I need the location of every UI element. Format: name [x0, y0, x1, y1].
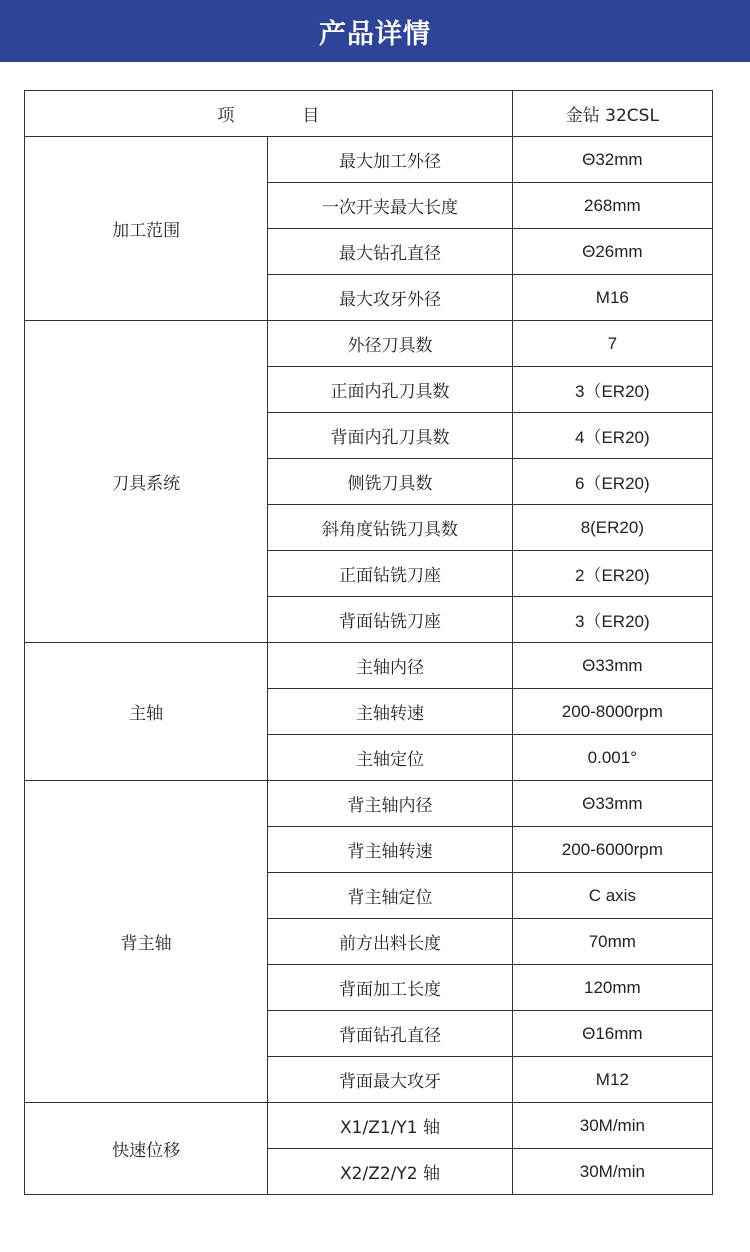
spec-label-cell: 最大攻牙外径 — [268, 275, 512, 321]
spec-value-cell: 30M/min — [512, 1149, 712, 1195]
spec-label-cell: 一次开夹最大长度 — [268, 183, 512, 229]
table-row — [25, 1103, 713, 1149]
spec-value-cell: Θ26mm — [512, 229, 712, 275]
spec-value-cell: 6（ER20) — [512, 459, 712, 505]
spec-label-cell: 正面钻铣刀座 — [268, 551, 512, 597]
spec-label-cell: X1/Z1/Y1 轴 — [268, 1103, 512, 1149]
spec-value-cell: M16 — [512, 275, 712, 321]
table-row — [25, 781, 713, 827]
spec-label-cell: 背主轴转速 — [268, 827, 512, 873]
spec-value-cell: Θ33mm — [512, 643, 712, 689]
page-title: 产品详情 — [319, 18, 431, 50]
header-banner — [0, 0, 750, 62]
spec-label-cell: 背面钻铣刀座 — [268, 597, 512, 643]
spec-label-cell: 背面最大攻牙 — [268, 1057, 512, 1103]
spec-label-cell: 正面内孔刀具数 — [268, 367, 512, 413]
spec-value-cell: C axis — [512, 873, 712, 919]
spec-value-cell: Θ32mm — [512, 137, 712, 183]
spec-table — [24, 90, 713, 1195]
table-header-row — [25, 91, 713, 137]
spec-label-cell: 主轴转速 — [268, 689, 512, 735]
header-item-char-2: 目 — [302, 106, 320, 126]
table-row — [25, 321, 713, 367]
spec-label-cell: 斜角度钻铣刀具数 — [268, 505, 512, 551]
spec-value-cell: 8(ER20) — [512, 505, 712, 551]
spec-label-cell: 背面内孔刀具数 — [268, 413, 512, 459]
spec-value-cell: Θ33mm — [512, 781, 712, 827]
category-cell: 快速位移 — [25, 1103, 268, 1195]
spec-value-cell: Θ16mm — [512, 1011, 712, 1057]
category-cell: 刀具系统 — [25, 321, 268, 643]
spec-label-cell: 主轴内径 — [268, 643, 512, 689]
header-model-cell: 金钻 32CSL — [512, 91, 712, 137]
header-item-cell — [25, 91, 513, 137]
spec-value-cell: 200-6000rpm — [512, 827, 712, 873]
spec-label-cell: 背主轴定位 — [268, 873, 512, 919]
spec-label-cell: 外径刀具数 — [268, 321, 512, 367]
spec-label-cell: 侧铣刀具数 — [268, 459, 512, 505]
spec-value-cell: 3（ER20) — [512, 367, 712, 413]
table-row — [25, 643, 713, 689]
category-cell: 背主轴 — [25, 781, 268, 1103]
spec-label-cell: 主轴定位 — [268, 735, 512, 781]
category-cell: 主轴 — [25, 643, 268, 781]
spec-value-cell: 268mm — [512, 183, 712, 229]
spec-value-cell: 7 — [512, 321, 712, 367]
spec-label-cell: X2/Z2/Y2 轴 — [268, 1149, 512, 1195]
spec-label-cell: 背面加工长度 — [268, 965, 512, 1011]
spec-label-cell: 最大钻孔直径 — [268, 229, 512, 275]
spec-value-cell: M12 — [512, 1057, 712, 1103]
spec-label-cell: 背主轴内径 — [268, 781, 512, 827]
spec-value-cell: 200-8000rpm — [512, 689, 712, 735]
spec-value-cell: 70mm — [512, 919, 712, 965]
category-cell: 加工范围 — [25, 137, 268, 321]
spec-value-cell: 4（ER20) — [512, 413, 712, 459]
spec-label-cell: 最大加工外径 — [268, 137, 512, 183]
table-row — [25, 137, 713, 183]
spec-value-cell: 30M/min — [512, 1103, 712, 1149]
spec-value-cell: 0.001° — [512, 735, 712, 781]
header-item-char-1: 项 — [217, 106, 235, 126]
spec-label-cell: 前方出料长度 — [268, 919, 512, 965]
spec-value-cell: 120mm — [512, 965, 712, 1011]
spec-value-cell: 3（ER20) — [512, 597, 712, 643]
spec-value-cell: 2（ER20) — [512, 551, 712, 597]
spec-label-cell: 背面钻孔直径 — [268, 1011, 512, 1057]
